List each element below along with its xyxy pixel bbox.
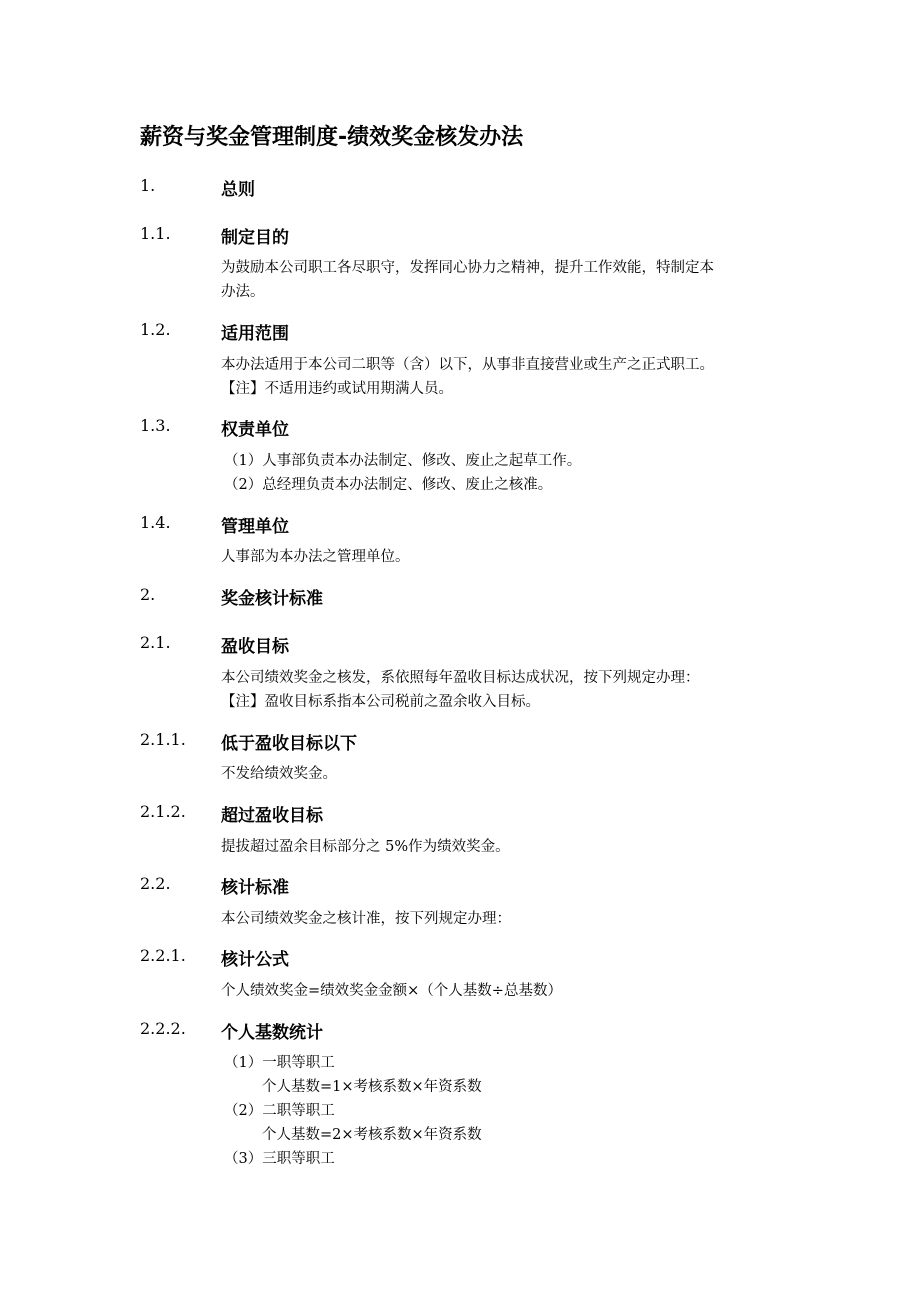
heading-number: 1.1.	[140, 224, 171, 243]
paragraph-line: 本公司绩效奖金之核发，系依照每年盈收目标达成状况，按下列规定办理：	[221, 670, 700, 686]
paragraph-line: 办法。	[221, 284, 265, 300]
heading-label: 超过盈收目标	[221, 806, 323, 826]
document-title: 薪资与奖金管理制度-绩效奖金核发办法	[140, 125, 524, 150]
heading-label: 奖金核计标准	[221, 589, 323, 609]
list-item: （1）一职等职工	[224, 1055, 335, 1071]
heading-label: 盈收目标	[221, 637, 289, 657]
paragraph-line: 提拔超过盈余目标部分之 5%作为绩效奖金。	[221, 839, 510, 855]
heading-label: 核计公式	[221, 950, 289, 970]
heading-number: 2.1.	[140, 633, 171, 652]
formula-line: 个人绩效奖金=绩效奖金金额×（个人基数÷总基数）	[221, 983, 562, 999]
heading-number: 1.	[140, 176, 156, 195]
paragraph-line: 本公司绩效奖金之核计准，按下列规定办理：	[221, 911, 511, 927]
paragraph-line: 为鼓励本公司职工各尽职守，发挥同心协力之精神，提升工作效能，特制定本	[221, 260, 714, 276]
heading-label: 低于盈收目标以下	[221, 734, 357, 754]
heading-label: 核计标准	[221, 878, 289, 898]
heading-label: 制定目的	[221, 228, 289, 248]
list-item: （1）人事部负责本办法制定、修改、废止之起草工作。	[224, 453, 582, 469]
heading-number: 2.2.2.	[140, 1019, 186, 1038]
heading-label: 管理单位	[221, 517, 289, 537]
note-line: 【注】盈收目标系指本公司税前之盈余收入目标。	[221, 694, 540, 710]
heading-number: 1.2.	[140, 320, 171, 339]
heading-label: 适用范围	[221, 324, 289, 344]
formula-line: 个人基数=2×考核系数×年资系数	[262, 1127, 482, 1143]
heading-number: 1.3.	[140, 416, 171, 435]
heading-label: 个人基数统计	[221, 1023, 323, 1043]
heading-number: 2.1.2.	[140, 802, 186, 821]
paragraph-line: 本办法适用于本公司二职等（含）以下，从事非直接营业或生产之正式职工。	[221, 357, 714, 373]
heading-label: 总则	[221, 180, 255, 200]
heading-number: 1.4.	[140, 513, 171, 532]
formula-line: 个人基数=1×考核系数×年资系数	[262, 1079, 482, 1095]
heading-number: 2.2.	[140, 874, 171, 893]
list-item: （2）总经理负责本办法制定、修改、废止之核准。	[224, 477, 553, 493]
note-line: 【注】不适用违约或试用期满人员。	[221, 381, 453, 397]
paragraph-line: 人事部为本办法之管理单位。	[221, 549, 410, 565]
heading-number: 2.2.1.	[140, 946, 186, 965]
heading-number: 2.1.1.	[140, 730, 186, 749]
heading-number: 2.	[140, 585, 156, 604]
list-item: （2）二职等职工	[224, 1103, 335, 1119]
list-item: （3）三职等职工	[224, 1151, 335, 1167]
paragraph-line: 不发给绩效奖金。	[221, 766, 337, 782]
heading-label: 权责单位	[221, 420, 289, 440]
